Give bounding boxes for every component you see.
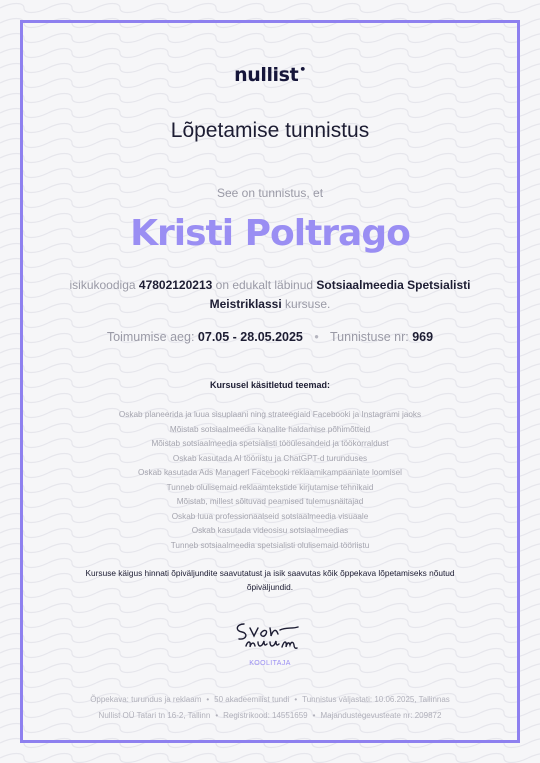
footer-bullet: • — [206, 695, 210, 704]
footer-bullet: • — [294, 695, 298, 704]
assessment-summary: Kursuse käigus hinnati õpiväljundite saavutatust ja isik saavutas kõik õppekava lõpetamiseks nõutud õpiväljundid. — [85, 568, 455, 592]
topic-item: Mõistab sotsiaalmeedia kanalite haldamise põhimõtteid — [169, 424, 371, 434]
footer-company: Nullist OÜ Tatari tn 16-2, Tallinn — [98, 711, 211, 720]
trainer-label: KOOLITAJA — [249, 660, 291, 667]
topic-item: Oskab luua professionaalseid sotsiaalmeedia visuaale — [171, 511, 369, 521]
footer-hours: 50 akadeemilist tundi — [214, 695, 290, 704]
topic-item: Oskab kasutada AI tööriistu ja ChatGPT-d turunduses — [172, 453, 368, 463]
id-prefix: isikukoodiga — [69, 278, 136, 292]
footer-line-2 — [23, 708, 517, 724]
brand-logo-text: nullist — [234, 64, 299, 86]
certificate-content — [23, 23, 517, 740]
recipient-name: Kristi Poltrago — [130, 213, 410, 254]
certificate-intro: See on tunnistus, et — [216, 186, 324, 200]
topic-item: Oskab kasutada videosisu sotsiaalmeedias — [191, 526, 349, 535]
footer-registry-code: Registrikood: 14551659 — [223, 711, 308, 720]
topic-item: Oskab planeerida ja luua sisuplaani ning strateegiaid Facebooki ja Instagrami jaoks — [118, 410, 422, 419]
period-value: 07.05 - 28.05.2025 — [197, 330, 303, 344]
completed-text: on edukalt läbinud — [215, 278, 314, 292]
certificate-number: 969 — [412, 330, 434, 344]
trainer-signature — [230, 618, 312, 656]
footer-license-number: Majandustegevusteate nr: 209872 — [320, 711, 442, 720]
footer-bullet: • — [215, 711, 219, 720]
topic-item: Tunneb sotsiaalmeedia spetsialisti olulisemaid tööriistu — [170, 540, 370, 550]
footer-line-1 — [23, 692, 517, 708]
topics-list — [23, 408, 517, 553]
topic-item: Tunneb olulisemaid reklaamtekstide kirjutamise tehnikaid — [166, 482, 374, 492]
course-name: Sotsiaalmeedia Spetsialisti Meistriklassi — [209, 278, 471, 311]
topic-item: Mõistab sotsiaalmeedia spetsialisti tööülesandeid ja töökorraldust — [151, 439, 389, 448]
topic-item: Oskab kasutada Ads Managerl Facebooki reklaamikampaaniate loomisel — [138, 468, 402, 477]
certificate-number-label: Tunnistuse nr: — [330, 330, 409, 344]
footer-curriculum: Õppekava: turundus ja reklaam — [90, 695, 202, 704]
footer — [23, 692, 517, 724]
topics-heading: Kursusel käsitletud teemad: — [209, 380, 331, 390]
period-label: Toimumise aeg: — [106, 330, 195, 344]
certificate-title: Lõpetamise tunnistus — [170, 119, 370, 142]
brand-logo — [23, 63, 517, 86]
completion-statement — [63, 276, 477, 314]
id-code: 47802120213 — [138, 278, 213, 292]
meta-separator: • — [314, 330, 319, 344]
course-suffix: kursuse. — [285, 297, 331, 311]
footer-bullet: • — [312, 711, 316, 720]
topic-item: Mõistab, millest sõltuvad peamised tulemusnäitajad — [176, 497, 364, 506]
brand-logo-dot: • — [299, 63, 306, 76]
footer-issued: Tunnistus väljastati: 10.06.2025, Tallinnas — [302, 695, 450, 704]
certificate-meta — [23, 330, 517, 344]
